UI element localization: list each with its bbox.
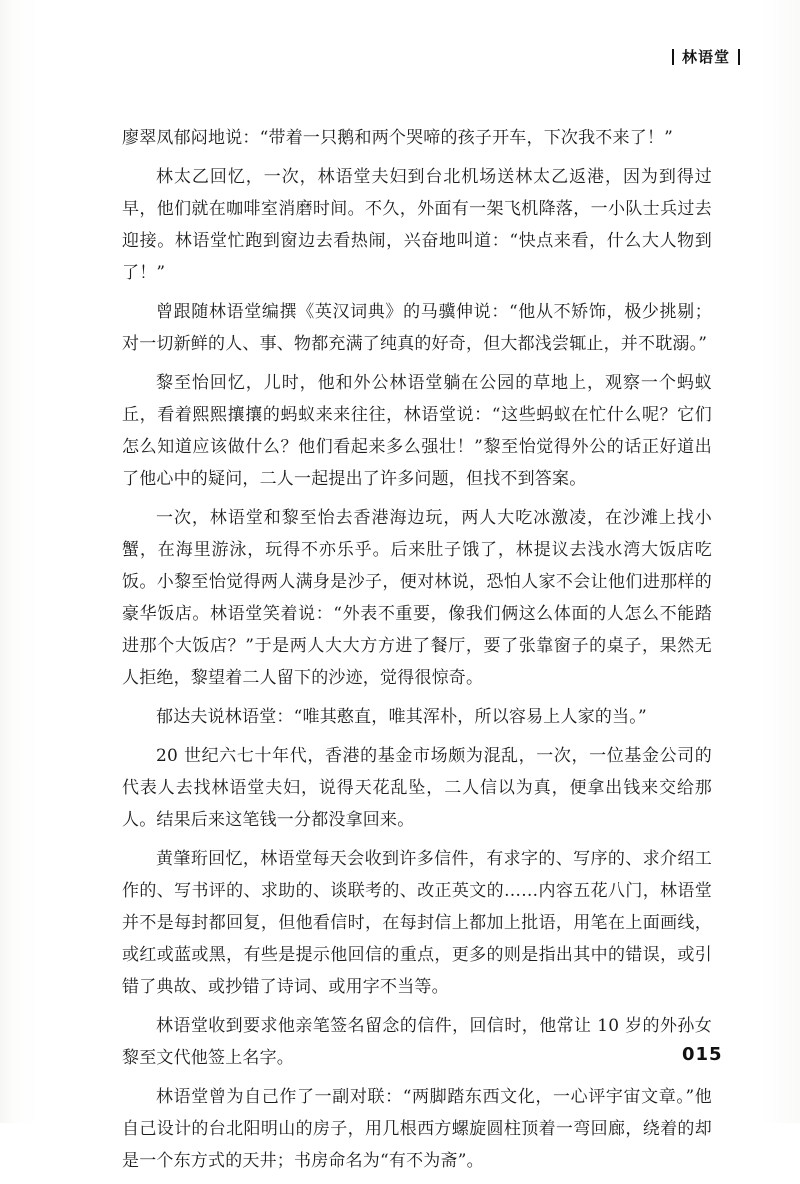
paragraph: 林太乙回忆，一次，林语堂夫妇到台北机场送林太乙返港，因为到得过早，他们就在咖啡室消磨时间。不久，外面有一架飞机降落，一小队士兵过去迎接。林语堂忙跑到窗边去看热闹，兴奋地叫道：“快点来看，什么大人物到了！”: [122, 167, 712, 283]
page-number: 015: [682, 1044, 723, 1065]
header-right-divider: [738, 49, 740, 65]
paragraph: 林语堂曾为自己作了一副对联：“两脚踏东西文化，一心评宇宙文章。”他自己设计的台北阳明山的房子，用几根西方螺旋圆柱顶着一弯回廊，绕着的却是一个东方式的天井；书房命名为“有不为斋”。: [122, 1087, 712, 1171]
header-left-divider: [672, 49, 674, 65]
paragraph: 曾跟随林语堂编撰《英汉词典》的马骥伸说：“他从不矫饰，极少挑剔；对一切新鲜的人、事、物都充满了纯真的好奇，但大都浅尝辄止，并不耽溺。”: [122, 302, 712, 354]
paragraph: 20 世纪六七十年代，香港的基金市场颇为混乱，一次，一位基金公司的代表人去找林语堂夫妇，说得天花乱坠，二人信以为真，便拿出钱来交给那人。结果后来这笔钱一分都没拿回来。: [122, 746, 712, 830]
body-text: [122, 122, 712, 1184]
running-header: [664, 46, 748, 67]
paragraph: 黎至怡回忆，儿时，他和外公林语堂躺在公园的草地上，观察一个蚂蚁丘，看着熙熙攘攘的蚂蚁来来往往，林语堂说：“这些蚂蚁在忙什么呢？它们怎么知道应该做什么？他们看起来多么强壮！”黎至怡觉得外公的话正好道出了他心中的疑问，二人一起提出了许多问题，但找不到答案。: [122, 373, 712, 489]
paragraph: 黄肇珩回忆，林语堂每天会收到许多信件，有求字的、写序的、求介绍工作的、写书评的、求助的、谈联考的、改正英文的……内容五花八门，林语堂并不是每封都回复，但他看信时，在每封信上都加上批语，用笔在上面画线，或红或蓝或黑，有些是提示他回信的重点，更多的则是指出其中的错误，或引错了典故、或抄错了诗词、或用字不当等。: [122, 849, 712, 997]
paragraph: 林语堂收到要求他亲笔签名留念的信件，回信时，他常让 10 岁的外孙女黎至文代他签上名字。: [122, 1016, 712, 1068]
header-title: 林语堂: [681, 48, 730, 66]
paragraph: 廖翠凤郁闷地说：“带着一只鹅和两个哭啼的孩子开车，下次我不来了！”: [122, 128, 673, 148]
paragraph: 郁达夫说林语堂：“唯其憨直，唯其浑朴，所以容易上人家的当。”: [156, 707, 647, 727]
paragraph: 一次，林语堂和黎至怡去香港海边玩，两人大吃冰激凌，在沙滩上找小蟹，在海里游泳，玩得不亦乐乎。后来肚子饿了，林提议去浅水湾大饭店吃饭。小黎至怡觉得两人满身是沙子，便对林说，恐怕人家不会让他们进那样的豪华饭店。林语堂笑着说：“外表不重要，像我们俩这么体面的人怎么不能踏进那个大饭店？”于是两人大大方方进了餐厅，要了张靠窗子的桌子，果然无人拒绝，黎望着二人留下的沙迹，觉得很惊奇。: [122, 508, 712, 688]
